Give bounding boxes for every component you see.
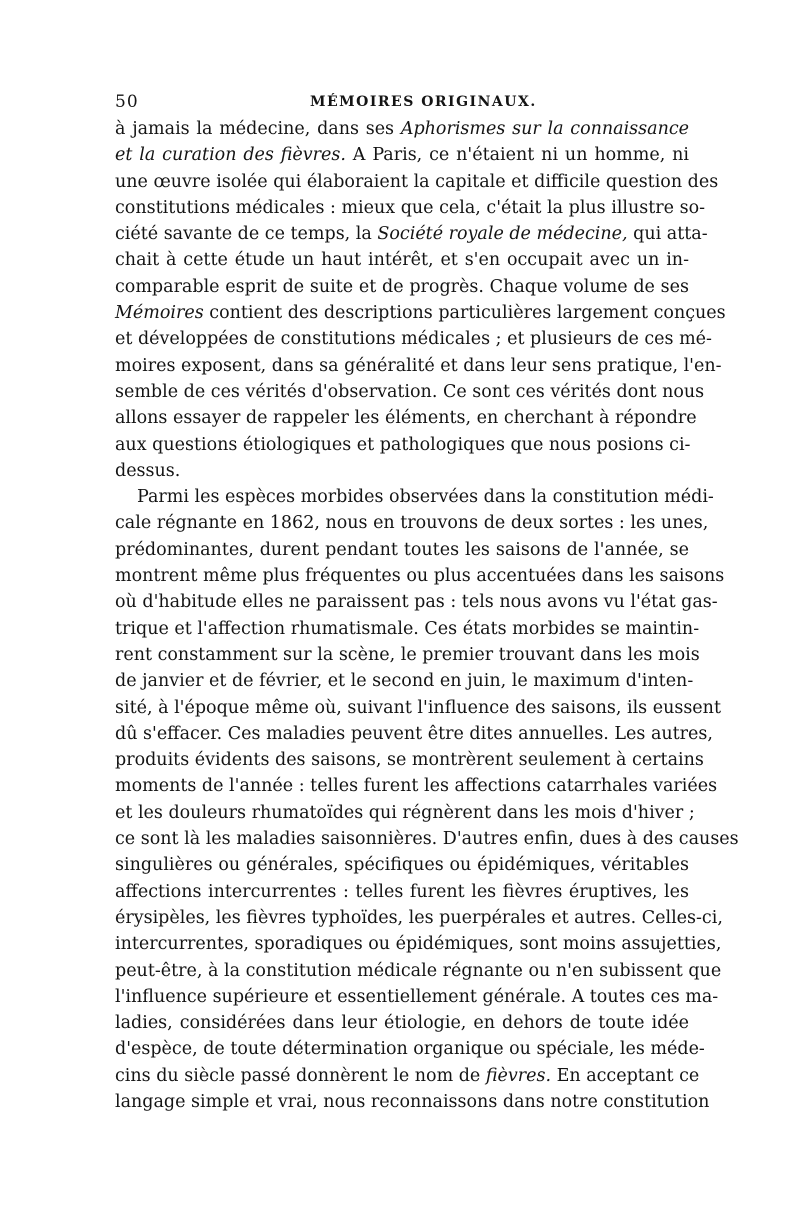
text-run: intercurrentes, sporadiques ou épidémiques, sont moins assujetties,	[115, 934, 722, 955]
text-line	[115, 852, 689, 878]
text-line	[115, 353, 722, 379]
text-line	[115, 221, 708, 247]
text-line	[115, 721, 713, 747]
text-run: dessus.	[115, 460, 181, 481]
text-run: prédominantes, durent pendant toutes les saisons de l'année, se	[115, 539, 689, 560]
text-line	[115, 1089, 710, 1115]
text-run: semble de ces vérités d'observation. Ce sont ces vérités dont nous	[115, 381, 705, 402]
text-run: de janvier et de février, et le second en juin, le maximum d'inten-	[115, 671, 694, 692]
text-line	[115, 773, 718, 799]
text-run: singulières ou générales, spécifiques ou épidémiques, véritables	[115, 855, 689, 876]
italic-text-run: Société royale de médecine,	[377, 224, 628, 245]
text-line	[115, 931, 722, 957]
text-line	[115, 642, 700, 668]
text-line	[115, 326, 712, 352]
text-run: rent constamment sur la scène, le premier trouvant dans les mois	[115, 644, 700, 665]
text-run: moires exposent, dans sa généralité et dans leur sens pratique, l'en-	[115, 355, 722, 376]
text-run: A Paris, ce n'étaient ni un homme, ni	[345, 145, 689, 166]
italic-text-run: et la curation des fièvres.	[115, 145, 346, 166]
book-page	[115, 90, 739, 1115]
text-run: chait à cette étude un haut intérêt, et s'en occupait avec un in-	[115, 250, 689, 271]
text-run: sité, à l'époque même où, suivant l'influence des saisons, ils eussent	[115, 697, 721, 718]
text-line	[115, 300, 726, 326]
text-run: à jamais la médecine, dans ses	[115, 119, 401, 139]
running-title: MÉMOIRES ORIGINAUX.	[310, 94, 537, 110]
text-run: montrent même plus fréquentes ou plus accentuées dans les saisons	[115, 566, 725, 587]
text-run: Parmi les espèces morbides observées dans la constitution médi-	[137, 487, 714, 508]
text-line	[115, 432, 689, 458]
text-line	[115, 879, 689, 905]
text-line	[115, 116, 689, 142]
text-line	[115, 484, 714, 510]
text-line	[115, 1063, 700, 1089]
text-line	[115, 563, 725, 589]
text-line	[115, 169, 719, 195]
text-run: cins du siècle passé donnèrent le nom de	[115, 1065, 486, 1086]
text-run: constitutions médicales : mieux que cela, c'était la plus illustre so-	[115, 197, 706, 218]
text-run: cale régnante en 1862, nous en trouvons de deux sortes : les unes,	[115, 513, 709, 534]
text-line	[115, 616, 700, 642]
text-line	[115, 695, 721, 721]
text-line	[115, 247, 689, 273]
paragraph	[115, 484, 739, 1115]
text-line	[115, 379, 705, 405]
text-line	[115, 668, 694, 694]
text-run: qui atta-	[627, 224, 708, 245]
text-run: dû s'effacer. Ces maladies peuvent être dites annuelles. Les autres,	[115, 723, 713, 744]
text-line	[115, 537, 689, 563]
text-run: peut-être, à la constitution médicale régnante ou n'en subissent que	[115, 960, 722, 981]
text-run: et développées de constitutions médicales ; et plusieurs de ces mé-	[115, 329, 712, 350]
text-run: allons essayer de rappeler les éléments, en cherchant à répondre	[115, 408, 697, 429]
page-number: 50	[115, 92, 139, 112]
text-run: En acceptant ce	[551, 1065, 700, 1086]
text-line	[115, 405, 697, 431]
italic-text-run: fièvres.	[485, 1065, 552, 1086]
text-line	[115, 142, 689, 168]
text-run: moments de l'année : telles furent les affections catarrhales variées	[115, 776, 718, 797]
text-run: produits évidents des saisons, se montrèrent seulement à certains	[115, 750, 704, 771]
text-run: ce sont là les maladies saisonnières. D'autres enfin, dues à des causes	[115, 829, 739, 850]
text-line	[115, 826, 739, 852]
text-run: une œuvre isolée qui élaboraient la capitale et difficile question des	[115, 171, 719, 192]
text-run: l'influence supérieure et essentiellement générale. A toutes ces ma-	[115, 986, 719, 1007]
text-line	[115, 195, 706, 221]
text-run: contient des descriptions particulières largement conçues	[203, 303, 726, 324]
text-run: aux questions étiologiques et pathologiques que nous posions ci-	[115, 434, 691, 455]
paragraph	[115, 116, 726, 484]
text-run: où d'habitude elles ne paraissent pas : tels nous avons vu l'état gas-	[115, 592, 718, 613]
text-line	[115, 274, 689, 300]
text-line	[115, 458, 689, 484]
text-run: trique et l'affection rhumatismale. Ces états morbides se maintin-	[115, 618, 700, 639]
text-line	[115, 800, 695, 826]
text-line	[115, 905, 723, 931]
text-line	[115, 510, 709, 536]
text-run: comparable esprit de suite et de progrès. Chaque volume de ses	[115, 276, 689, 297]
text-line	[115, 958, 722, 984]
text-run: d'espèce, de toute détermination organique ou spéciale, les méde-	[115, 1039, 705, 1060]
text-line	[115, 1036, 705, 1062]
text-run: affections intercurrentes : telles furent les fièvres éruptives, les	[115, 881, 689, 902]
text-line	[115, 1010, 689, 1036]
text-run: érysipèles, les fièvres typhoïdes, les puerpérales et autres. Celles-ci,	[115, 907, 723, 928]
italic-text-run: Mémoires	[115, 303, 204, 324]
text-run: langage simple et vrai, nous reconnaissons dans notre constitution	[115, 1091, 710, 1112]
text-line	[115, 747, 704, 773]
italic-text-run: Aphorismes sur la connaissance	[400, 119, 690, 139]
text-run: ciété savante de ce temps, la	[115, 224, 378, 245]
text-line	[115, 589, 718, 615]
text-run: ladies, considérées dans leur étiologie, en dehors de toute idée	[115, 1013, 689, 1034]
running-head	[115, 90, 689, 116]
text-run: et les douleurs rhumatoïdes qui régnèrent dans les mois d'hiver ;	[115, 802, 695, 823]
text-line	[115, 984, 719, 1010]
